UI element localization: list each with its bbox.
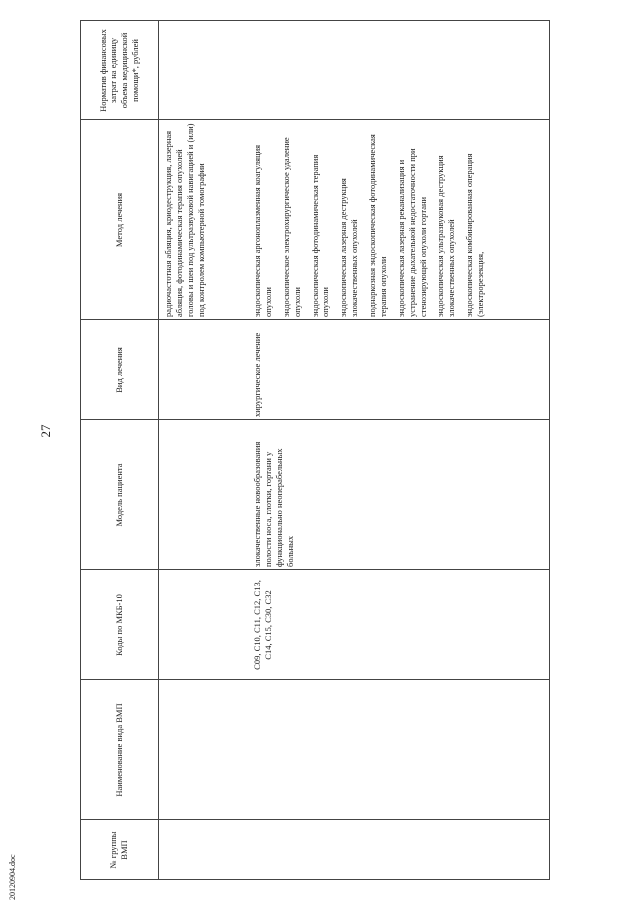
method-item: эндоскопическая комбинированная операция (электрорезекция, (464, 153, 485, 317)
table-border-top (80, 20, 81, 880)
medical-care-table (80, 20, 550, 880)
treatment-methods-cell (252, 120, 493, 320)
header-care-type-name: Наименование вида ВМП (113, 703, 124, 797)
header-treatment-method: Метод лечения (113, 192, 124, 248)
document-id: 20120904.doc (8, 854, 17, 900)
method-continuation: радиочастотная абляция, криодеструкция, лазерная абляция, фотодинамическая терапия опухолей головы и шеи под ультразвуковой навигацией и (или) под контролем компьютерной томографии (163, 123, 206, 317)
method-item: эндоскопическая лазерная реканализация и устранение дыхательной недостаточности при стенозирующей опухоли гортани (395, 148, 428, 317)
header-treatment-kind: Вид лечения (113, 347, 124, 393)
treatment-kind-cell: хирургическое лечение (252, 332, 262, 417)
icd-codes-cell: C09, C10, C11, C12, C13, C14, C15, C30, C32 (252, 580, 273, 670)
method-item: эндоскопическая аргоноплазменная коагуляция опухоли (252, 144, 273, 317)
method-item: эндоскопическая ультразвуковая деструкция злокачественных опухолей (435, 155, 457, 317)
method-item: эндоскопическое электрохирургическое удаление опухоли (280, 137, 302, 317)
header-divider (158, 20, 159, 880)
method-item: эндоскопическая лазерная деструкция злокачественных опухолей (338, 178, 360, 317)
header-icd-codes: Коды по МКБ-10 (113, 594, 124, 656)
header-patient-model: Модель пациента (113, 463, 124, 527)
header-group-number: № группы ВМП (108, 831, 129, 869)
header-financial-norm: Норматив финансовых затрат на единицу объема медицинской помощи*, рублей (97, 29, 140, 112)
patient-model-cell: злокачественные новообразования полости носа, глотки, гортани у функционально неоперабельных больных (252, 441, 295, 567)
page-number: 27 (38, 424, 53, 438)
method-item: эндоскопическая фотодинамическая терапия опухоли (309, 154, 331, 317)
method-item: поднаркозная эндоскопическая фотодинамическая терапия опухоли (367, 134, 388, 317)
table-border-bottom (549, 20, 550, 880)
